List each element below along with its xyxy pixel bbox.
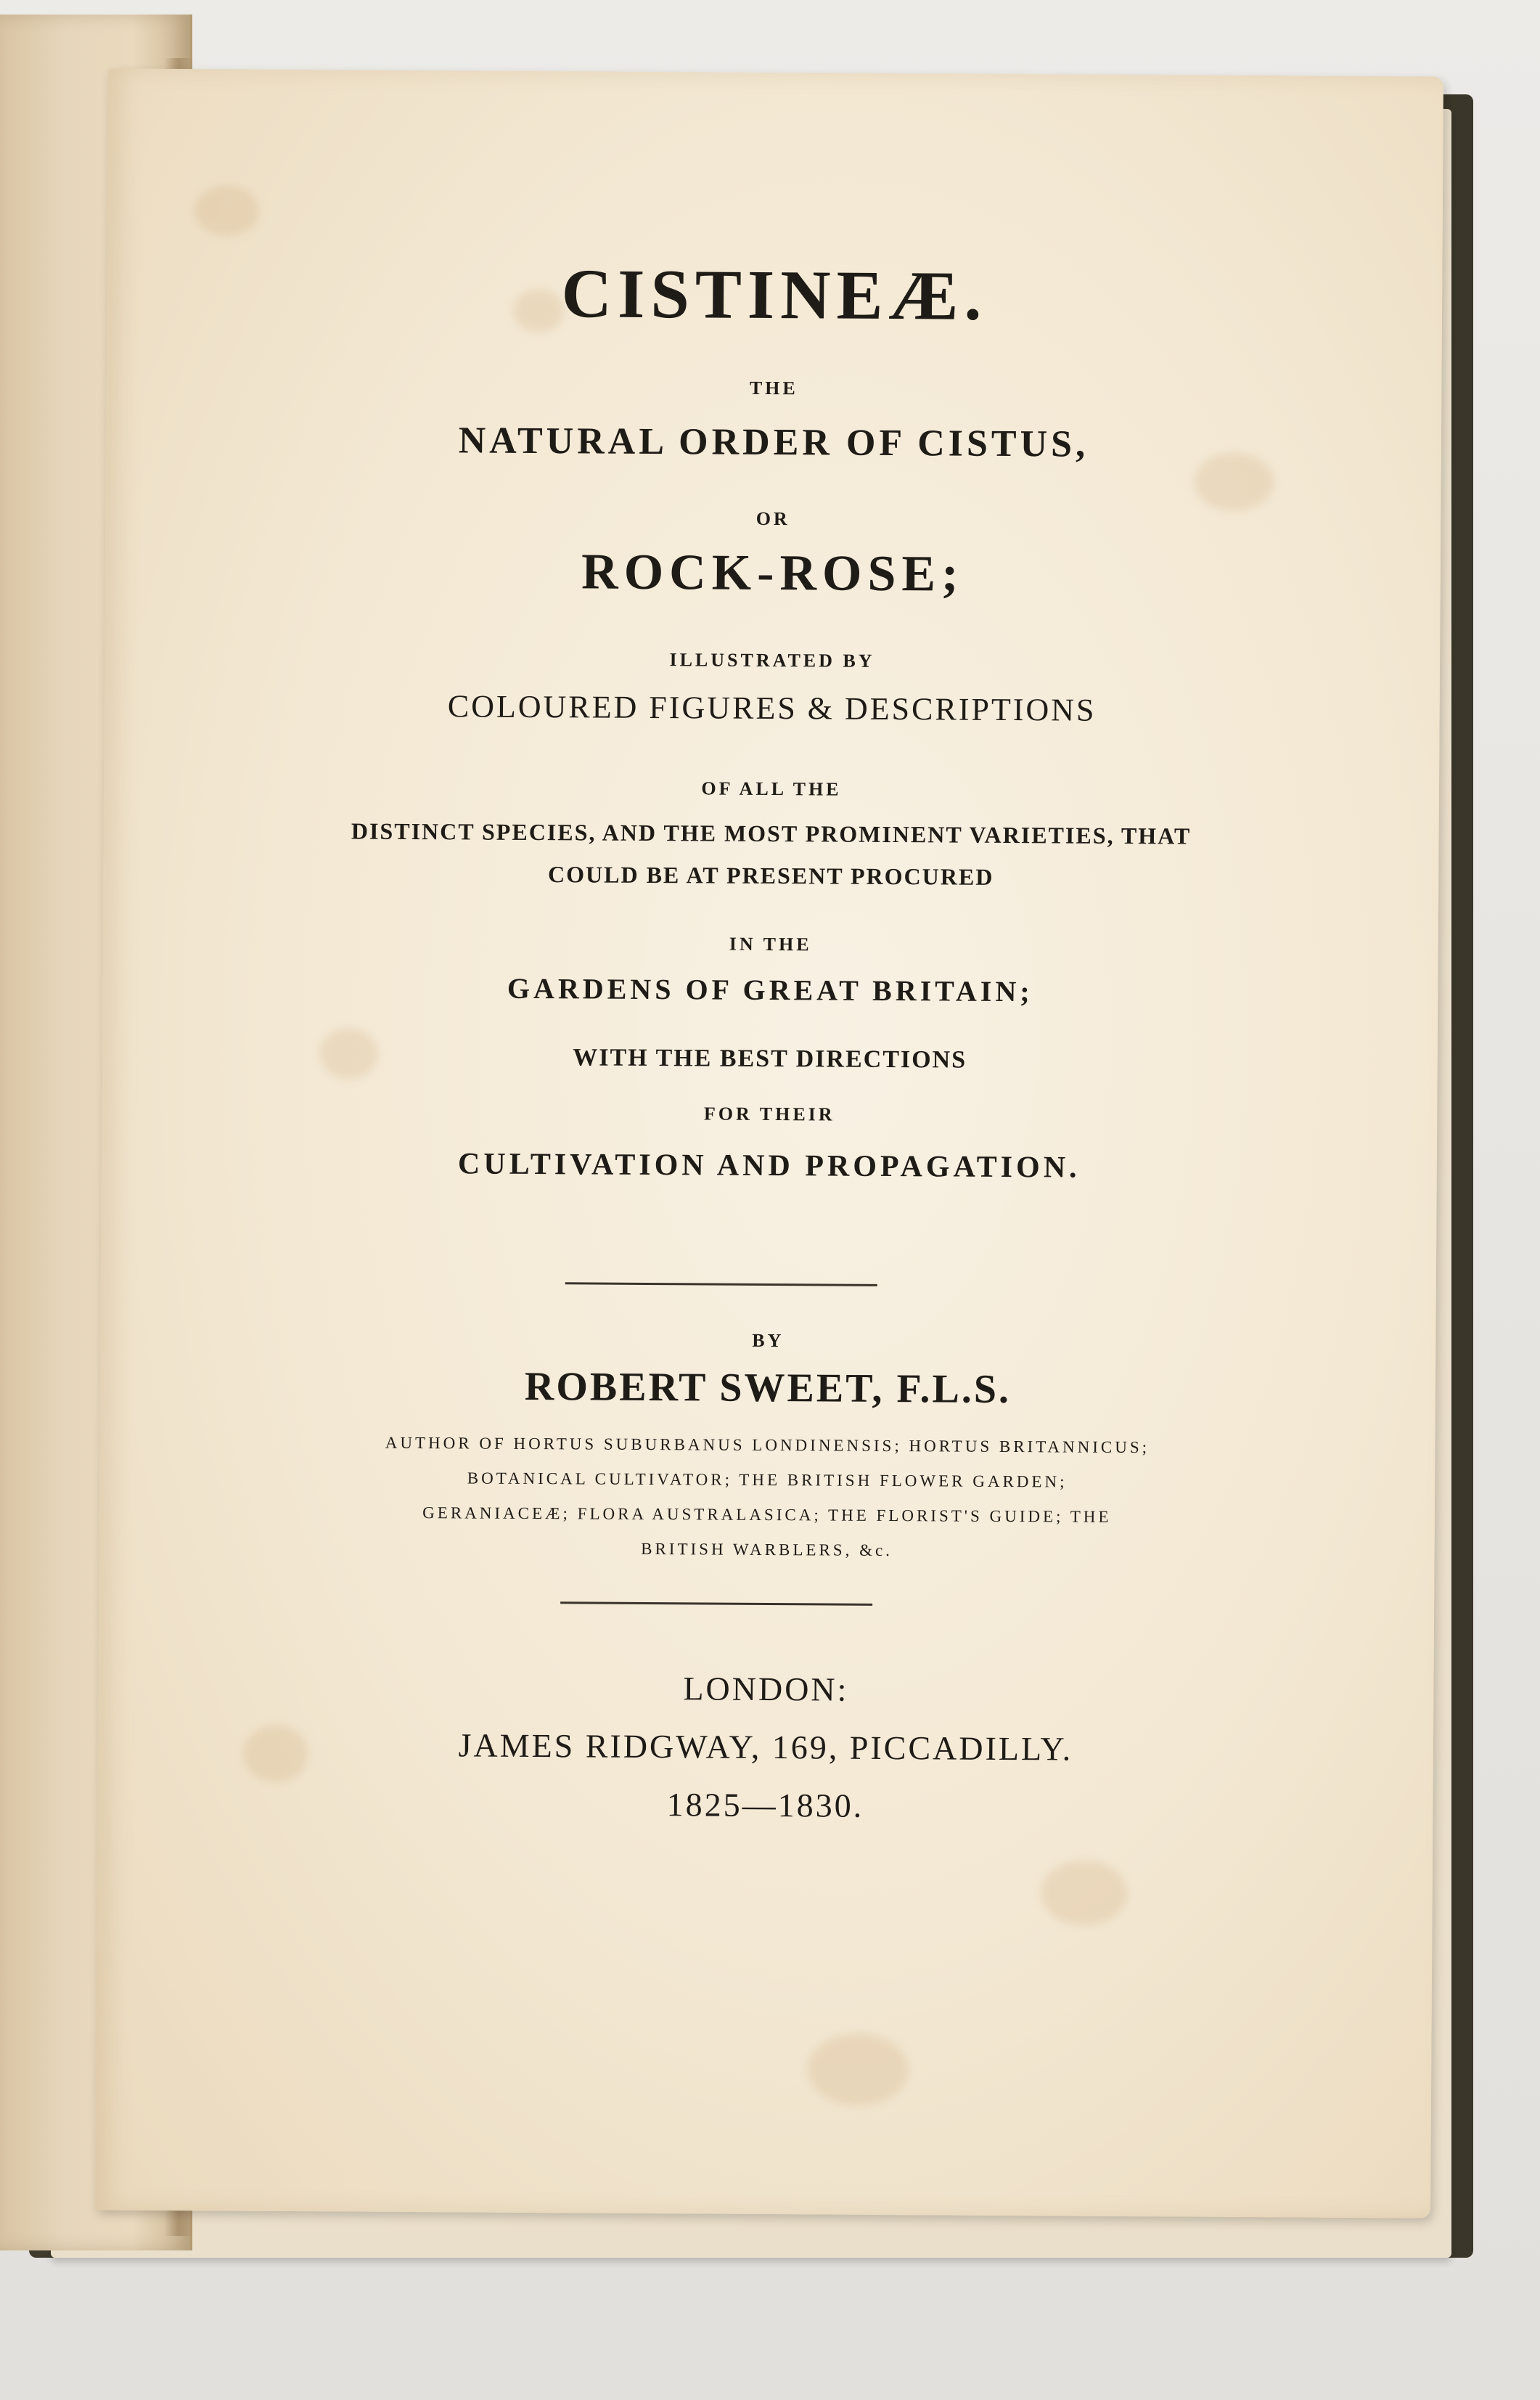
best-directions-line: WITH THE BEST DIRECTIONS <box>573 1044 967 1074</box>
imprint-place: LONDON: <box>683 1670 849 1708</box>
divider-rule-bottom <box>560 1601 872 1606</box>
or-label: OR <box>755 507 790 530</box>
the-label: THE <box>749 377 798 399</box>
title-page-text <box>95 68 1443 2218</box>
divider-rule-top <box>565 1282 877 1286</box>
author-credits-line: AUTHOR OF HORTUS SUBURBANUS LONDINENSIS; HORTUS BRITANNICUS; <box>385 1433 1150 1457</box>
illustrated-by-label: ILLUSTRATED BY <box>669 649 875 672</box>
title-page <box>95 68 1443 2218</box>
imprint-publisher: JAMES RIDGWAY, 169, PICCADILLY. <box>458 1726 1073 1768</box>
subtitle-natural-order: NATURAL ORDER OF CISTUS, <box>458 420 1089 465</box>
author-name: ROBERT SWEET, F.L.S. <box>524 1363 1012 1413</box>
by-label: BY <box>752 1329 785 1352</box>
of-all-the-label: OF ALL THE <box>701 777 842 800</box>
author-credits-line: GERANIACEÆ; FLORA AUSTRALASICA; THE FLORIST'S GUIDE; THE <box>422 1503 1112 1526</box>
for-their-label: FOR THEIR <box>703 1103 835 1125</box>
author-credits-line: BOTANICAL CULTIVATOR; THE BRITISH FLOWER GARDEN; <box>467 1469 1068 1491</box>
coloured-figures-line: COLOURED FIGURES & DESCRIPTIONS <box>447 688 1097 728</box>
subtitle-rock-rose: ROCK-ROSE; <box>581 544 964 603</box>
book-title: CISTINEÆ. <box>561 254 988 335</box>
cultivation-line: CULTIVATION AND PROPAGATION. <box>457 1147 1081 1185</box>
imprint-years: 1825—1830. <box>666 1786 864 1824</box>
could-be-procured-line: COULD BE AT PRESENT PROCURED <box>547 861 994 890</box>
distinct-species-line: DISTINCT SPECIES, AND THE MOST PROMINENT VARIETIES, THAT <box>351 817 1192 849</box>
in-the-label: IN THE <box>729 933 812 955</box>
author-credits-line: BRITISH WARBLERS, &c. <box>641 1539 893 1560</box>
gardens-line: GARDENS OF GREAT BRITAIN; <box>507 971 1033 1008</box>
